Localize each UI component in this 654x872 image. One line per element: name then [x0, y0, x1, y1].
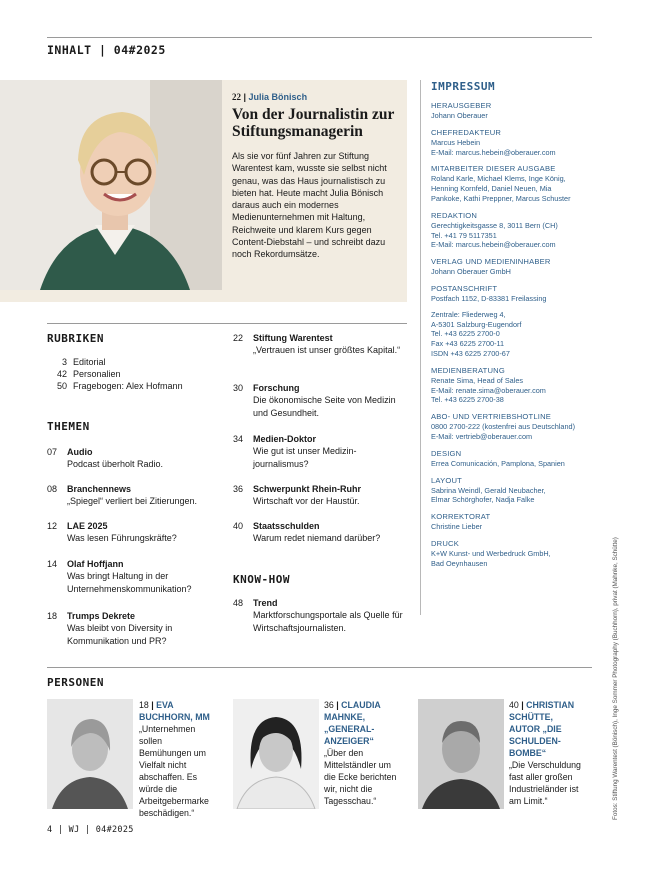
toc-item[interactable]: [47, 520, 222, 545]
toc-desc: Was bleibt von Diversity in Kommunikation und PR?: [67, 623, 173, 646]
rubrik-label: Personalien: [73, 369, 121, 379]
rubriken-title: RUBRIKEN: [47, 332, 104, 345]
toc-item[interactable]: [233, 597, 408, 634]
toc-item[interactable]: [233, 433, 408, 470]
impressum-line: Tel. +43 6225 2700-0: [431, 329, 500, 339]
impressum-line: Postfach 1152, D-83381 Freilassing: [431, 293, 547, 303]
impressum-heading: MEDIENBERATUNG: [431, 365, 505, 375]
impressum-line: Gerechtigkeitsgasse 8, 3011 Bern (CH): [431, 220, 558, 230]
impressum-line[interactable]: E-Mail: vertrieb@oberauer.com: [431, 431, 533, 441]
feature-name: Julia Bönisch: [248, 92, 308, 102]
impressum-section: [431, 512, 601, 532]
toc-page: 40: [233, 521, 244, 531]
impressum-line: Pankoke, Kathi Preppner, Marcus Schuster: [431, 193, 571, 203]
impressum-heading: HERAUSGEBER: [431, 101, 492, 110]
person-photo-buchhorn: [47, 699, 133, 809]
impressum-line: Zentrale: Fliederweg 4,: [431, 309, 506, 319]
photo-credit: Fotos: Stiftung Warentest (Bönisch), Inge Sommer Photography (Buchhorn), privat (Mahnke, Schütte): [612, 537, 619, 820]
rubrik-label: Fragebogen: Alex Hofmann: [73, 381, 183, 391]
impressum-line: Marcus Hebein: [431, 137, 481, 147]
impressum-section: [431, 412, 601, 442]
toc-desc: Wirtschaft vor der Haustür.: [253, 496, 360, 507]
rubrik-page: 50: [56, 381, 67, 391]
rubrik-page: 3: [61, 357, 67, 367]
person-page: 36: [324, 700, 334, 710]
impressum-heading: ABO- UND VERTRIEBSHOTLINE: [431, 412, 552, 422]
rubrik-page: 42: [56, 369, 67, 379]
toc-item[interactable]: [233, 520, 408, 545]
impressum-line: Bad Oeynhausen: [431, 558, 488, 568]
toc-item[interactable]: [233, 332, 408, 357]
impressum-line: Johann Oberauer: [431, 111, 488, 120]
impressum-section: [431, 128, 601, 158]
impressum-line: Elmar Schörghofer, Nadja Falke: [431, 495, 535, 505]
toc-title: Olaf Hoffjann: [67, 559, 124, 569]
toc-page: 07: [47, 447, 58, 457]
toc-title: Forschung: [253, 383, 300, 393]
rubriken-list: [47, 356, 227, 392]
impressum-line: Renate Sima, Head of Sales: [431, 375, 524, 385]
impressum-heading: DRUCK: [431, 538, 460, 548]
toc-title: Stiftung Warentest: [253, 333, 333, 343]
toc-title: Schwerpunkt Rhein-Ruhr: [253, 484, 362, 494]
toc-item[interactable]: [47, 483, 222, 508]
toc-page: 30: [233, 383, 244, 393]
impressum-sections: [431, 101, 601, 569]
feature-kicker: 22 | Julia Bönisch: [232, 92, 308, 102]
toc-text: [67, 520, 222, 545]
toc-text: [253, 597, 408, 634]
person-page: 40: [509, 700, 519, 710]
knowhow-title: KNOW-HOW: [233, 573, 290, 586]
toc-desc: „Vertrauen ist unser größtes Kapital.“: [253, 345, 401, 356]
page-footer: 4 | WJ | 04#2025: [47, 825, 134, 835]
person-name[interactable]: CHRISTIAN SCHÜTTE, AUTOR „DIE SCHULDEN-BOMBE“: [509, 700, 575, 758]
impressum-title: IMPRESSUM: [431, 80, 496, 93]
impressum-line: ISDN +43 6225 2700-67: [431, 348, 510, 358]
person-quote: „Die Verschuldung fast aller großen Industrieländer ist am Limit.“: [509, 760, 581, 806]
toc-desc: „Spiegel“ verliert bei Zitierungen.: [67, 496, 198, 507]
toc-item[interactable]: [47, 446, 222, 471]
issue-header: INHALT | 04#2025: [47, 43, 166, 57]
toc-text: [67, 558, 222, 595]
toc-text: [253, 332, 408, 357]
impressum-section: [431, 257, 601, 277]
impressum-line: Johann Oberauer GmbH: [431, 267, 511, 277]
toc-desc: Wie gut ist unser Medizin-journalismus?: [253, 446, 357, 469]
toc-title: Staatsschulden: [253, 521, 320, 531]
impressum-section: [431, 539, 601, 569]
toc-item[interactable]: [233, 382, 408, 419]
impressum-section: [431, 366, 601, 405]
top-rule: [47, 37, 592, 38]
impressum-section: [431, 211, 601, 250]
toc-text: [67, 446, 222, 471]
impressum-section: [431, 164, 601, 203]
person-mahnke: 36 | CLAUDIA MAHNKE, „GENERAL-ANZEIGER“ „Über den Mittelständler um die Ecke berichten wir, nicht die Tagesschau.“: [324, 699, 400, 807]
impressum-line[interactable]: E-Mail: renate.sima@oberauer.com: [431, 385, 546, 395]
toc-title: LAE 2025: [67, 521, 108, 531]
feature-text: [232, 92, 400, 261]
toc-desc: Was lesen Führungskräfte?: [67, 533, 177, 544]
impressum-line: A-5301 Salzburg-Eugendorf: [431, 319, 522, 329]
impressum-line: Sabrina Weindl, Gerald Neubacher,: [431, 485, 546, 495]
impressum-heading: VERLAG UND MEDIENINHABER: [431, 257, 551, 267]
toc-desc: Marktforschungsportale als Quelle für Wirtschaftsjournalisten.: [253, 610, 403, 633]
toc-text: [253, 433, 408, 470]
toc-title: Medien-Doktor: [253, 434, 316, 444]
toc-page: 08: [47, 484, 58, 494]
impressum-divider: [420, 80, 421, 615]
feature-body: Als sie vor fünf Jahren zur Stiftung Warentest kam, wusste sie selbst nicht genau, was das Haus journalistisch zu bieten hat. Heute macht Julia Bönisch daraus auch ein modernes Medienunternehmen mit Haltung, Reichweite und klarem Kurs gegen Content-Diebstahl – und schreibt dazu noch Rekordumsätze.: [232, 151, 387, 260]
toc-item[interactable]: [47, 558, 222, 595]
impressum-section: [431, 284, 601, 359]
toc-item[interactable]: [233, 483, 408, 508]
impressum-heading: POSTANSCHRIFT: [431, 283, 498, 293]
impressum-line: 0800 2700-222 (kostenfrei aus Deutschland): [431, 422, 576, 432]
toc-text: [253, 520, 408, 545]
personen-title: PERSONEN: [47, 676, 104, 689]
toc-desc: Warum redet niemand darüber?: [253, 533, 381, 544]
impressum-line[interactable]: E-Mail: marcus.hebein@oberauer.com: [431, 147, 556, 157]
toc-title: Trend: [253, 598, 278, 608]
person-name[interactable]: EVA BUCHHORN, MM: [139, 700, 210, 722]
impressum-line: Henning Kornfeld, Daniel Neuen, Mia: [431, 184, 552, 194]
personen-rule: [47, 667, 592, 668]
toc-page: 48: [233, 598, 244, 608]
impressum-line: Fax +43 6225 2700-11: [431, 339, 505, 349]
impressum-heading: LAYOUT: [431, 475, 463, 485]
impressum-section: [431, 476, 601, 506]
person-name[interactable]: CLAUDIA MAHNKE, „GENERAL-ANZEIGER“: [324, 700, 381, 746]
rubrik-label: Editorial: [73, 357, 106, 367]
impressum-line: Errea Comunicación, Pamplona, Spanien: [431, 458, 565, 468]
impressum-line: Christine Lieber: [431, 522, 483, 532]
person-quote: „Unternehmen sollen Bemühungen um Vielfalt nicht abschaffen. Es würde die Arbeitgebermarke beschädigen.“: [139, 724, 209, 818]
toc-desc: Was bringt Haltung in der Unternehmenskommunikation?: [67, 571, 192, 594]
rubrik-item[interactable]: [47, 368, 227, 380]
person-quote: „Über den Mittelständler um die Ecke berichten wir, nicht die Tagesschau.“: [324, 748, 397, 806]
toc-page: 34: [233, 434, 244, 444]
toc-text: [253, 483, 408, 508]
impressum-heading: DESIGN: [431, 448, 462, 458]
person-photo-schuette: [418, 699, 504, 809]
impressum-line: Tel. +43 6225 2700-38: [431, 395, 504, 405]
impressum-heading: KORREKTORAT: [431, 512, 491, 522]
toc-desc: Podcast überholt Radio.: [67, 459, 164, 470]
impressum-heading: REDAKTION: [431, 210, 478, 220]
person-buchhorn: 18 | EVA BUCHHORN, MM „Unternehmen sollen Bemühungen um Vielfalt nicht abschaffen. Es würde die Arbeitgebermarke beschädigen.“: [139, 699, 215, 819]
impressum-section: [431, 449, 601, 469]
toc-text: [67, 483, 222, 508]
rubrik-item[interactable]: [47, 356, 227, 368]
toc-page: 36: [233, 484, 244, 494]
impressum-section: [431, 101, 601, 121]
feature-portrait: [0, 80, 222, 290]
rubriken-rule: [47, 323, 407, 324]
toc-page: 22: [233, 333, 244, 343]
person-schuette: 40 | CHRISTIAN SCHÜTTE, AUTOR „DIE SCHULDEN-BOMBE“ „Die Verschuldung fast aller großen Industrieländer ist am Limit.“: [509, 699, 585, 807]
toc-item[interactable]: [47, 610, 222, 647]
toc-text: [67, 610, 222, 647]
impressum-heading: MITARBEITER DIESER AUSGABE: [431, 164, 556, 174]
toc-title: Trumps Dekrete: [67, 611, 136, 621]
feature-page: 22: [232, 92, 241, 102]
feature-title[interactable]: Von der Journalistin zur Stiftungsmanagerin: [232, 106, 395, 140]
person-photo-mahnke: [233, 699, 319, 809]
impressum-line: K+W Kunst- und Werbedruck GmbH,: [431, 548, 551, 558]
toc-title: Branchennews: [67, 484, 132, 494]
toc-desc: Die ökonomische Seite von Medizin und Gesundheit.: [253, 395, 396, 418]
toc-page: 12: [47, 521, 58, 531]
toc-page: 14: [47, 559, 58, 569]
impressum-heading: CHEFREDAKTEUR: [431, 127, 502, 137]
impressum-line: Roland Karle, Michael Klems, Inge König,: [431, 174, 566, 184]
toc-title: Audio: [67, 447, 93, 457]
person-page: 18: [139, 700, 149, 710]
toc-text: [253, 382, 408, 419]
themen-title: THEMEN: [47, 420, 90, 433]
impressum: [431, 80, 601, 576]
toc-page: 18: [47, 611, 58, 621]
impressum-line: Tel. +41 79 5117351: [431, 230, 497, 240]
impressum-line[interactable]: E-Mail: marcus.hebein@oberauer.com: [431, 240, 556, 250]
rubrik-item[interactable]: [47, 380, 227, 392]
